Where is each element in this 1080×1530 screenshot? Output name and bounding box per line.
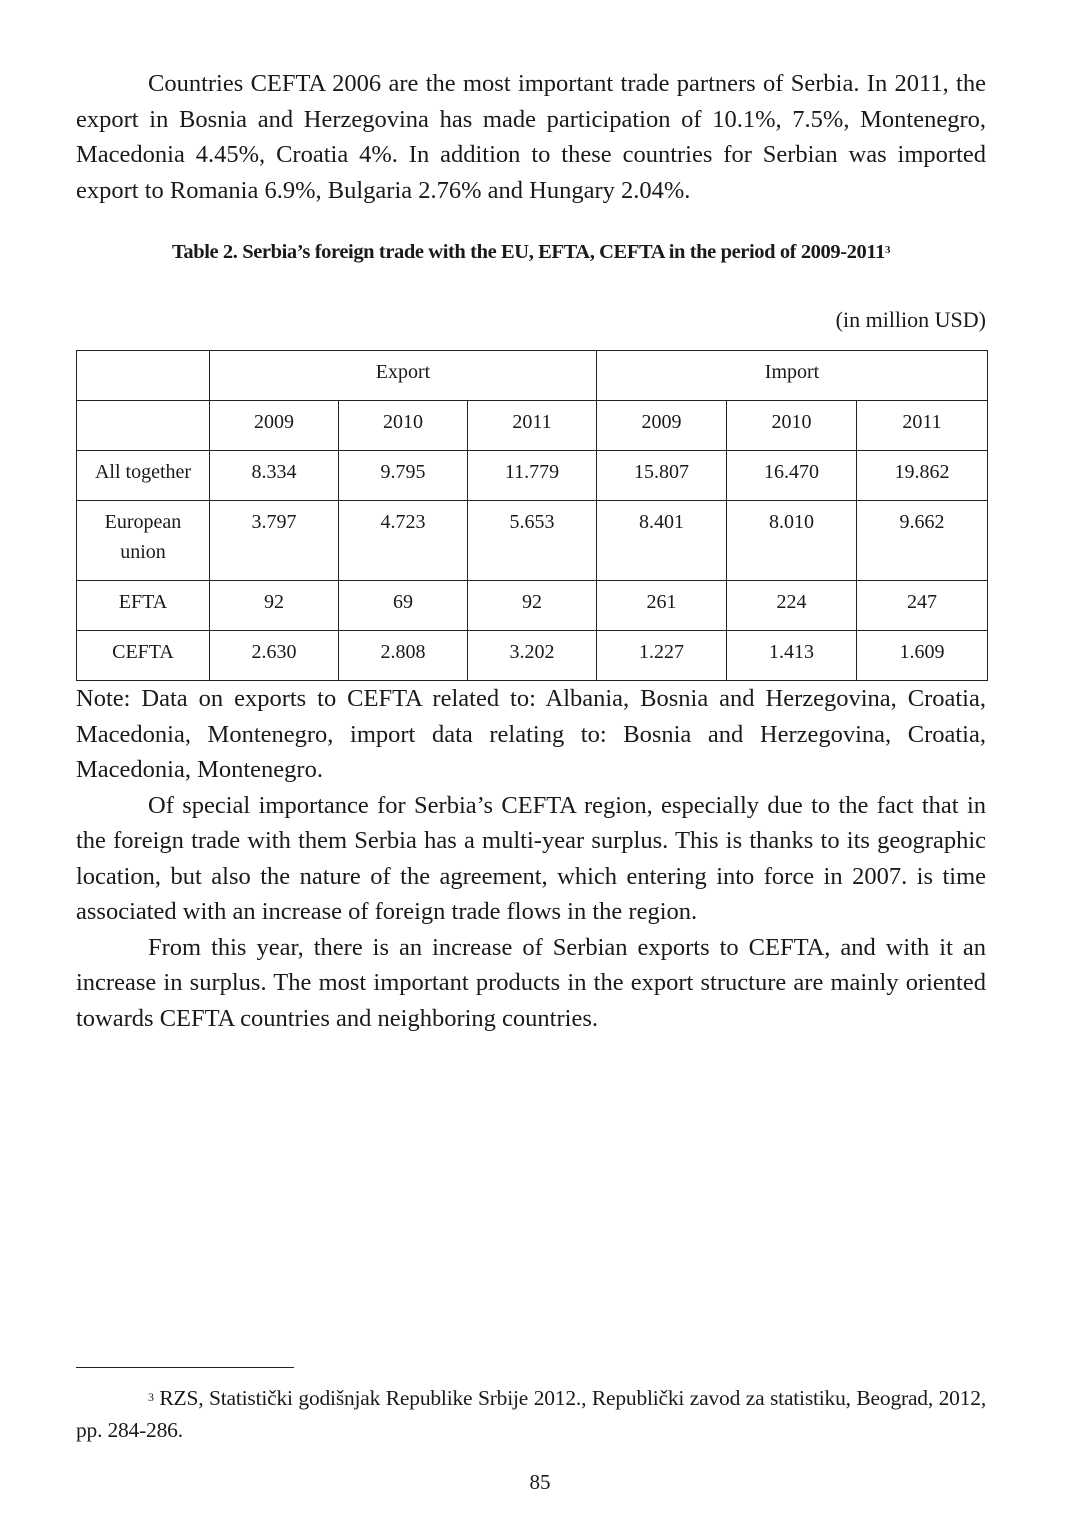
table-row xyxy=(77,631,988,681)
from-this-year-paragraph: From this year, there is an increase of Serbian exports to CEFTA, and with it an increase in surplus. The most important products in the export structure are mainly oriented towards CEFTA countries and neighboring countries. xyxy=(76,933,986,1032)
export-header: Export xyxy=(210,351,597,401)
year-header: 2010 xyxy=(339,401,468,451)
year-header: 2009 xyxy=(597,401,727,451)
table-cell: 69 xyxy=(339,581,468,631)
table-cell: 261 xyxy=(597,581,727,631)
table-cell: 16.470 xyxy=(727,451,857,501)
row-label: CEFTA xyxy=(77,631,210,681)
year-header: 2010 xyxy=(727,401,857,451)
table-row xyxy=(77,581,988,631)
table-title-text: Table 2. Serbia’s foreign trade with the EU, EFTA, CEFTA in the period of 2009-2011 xyxy=(171,241,885,263)
table-cell: 8.010 xyxy=(727,501,857,581)
table-cell: 19.862 xyxy=(857,451,988,501)
row-label: EFTA xyxy=(77,581,210,631)
table-cell: 5.653 xyxy=(468,501,597,581)
table-cell: 92 xyxy=(468,581,597,631)
table-cell: 9.662 xyxy=(857,501,988,581)
footnote-divider xyxy=(76,1367,294,1368)
import-header: Import xyxy=(597,351,988,401)
year-header: 2011 xyxy=(468,401,597,451)
footnote-line xyxy=(76,1382,986,1446)
table-cell: 1.413 xyxy=(727,631,857,681)
table-title xyxy=(76,238,986,266)
table-cell: 3.797 xyxy=(210,501,339,581)
year-header: 2011 xyxy=(857,401,988,451)
note-paragraph: Note: Data on exports to CEFTA related to: Albania, Bosnia and Herzegovina, Croatia, Macedonia, Montenegro, import data relating to: Bosnia and Herzegovina, Croatia, Macedonia, Montenegro. xyxy=(76,685,986,783)
table-cell: 224 xyxy=(727,581,857,631)
table-corner-cell xyxy=(77,351,210,401)
table-cell: 15.807 xyxy=(597,451,727,501)
special-importance-paragraph: Of special importance for Serbia’s CEFTA region, especially due to the fact that in the foreign trade with them Serbia has a multi-year surplus. This is thanks to its geographic location, but also the nature of the agreement, which entering into force in 2007. is time associated with an increase of foreign trade flows in the region. xyxy=(76,791,986,925)
trade-table xyxy=(76,350,988,681)
table-row xyxy=(77,501,988,581)
row-label: All together xyxy=(77,451,210,501)
table-title-footnote-mark: 3 xyxy=(884,244,891,256)
table-corner-cell xyxy=(77,401,210,451)
table-cell: 9.795 xyxy=(339,451,468,501)
footnote-mark: 3 xyxy=(148,1390,154,1404)
page-body xyxy=(76,66,986,1036)
table-cell: 1.227 xyxy=(597,631,727,681)
intro-paragraph: Countries CEFTA 2006 are the most important trade partners of Serbia. In 2011, the export in Bosnia and Herzegovina has made participation of 10.1%, 7.5%, Montenegro, Macedonia 4.45%, Croatia 4%. In addition to these countries for Serbian was imported export to Romania 6.9%, Bulgaria 2.76% and Hungary 2.04%. xyxy=(76,70,986,204)
table-cell: 1.609 xyxy=(857,631,988,681)
footnote-text: RZS, Statistički godišnjak Republike Srbije 2012., Republički zavod za statistiku, Beograd, 2012, pp. 284-286. xyxy=(76,1386,986,1442)
row-label: European union xyxy=(77,501,210,581)
table-unit-note: (in million USD) xyxy=(835,307,986,332)
table-cell: 8.334 xyxy=(210,451,339,501)
table-cell: 4.723 xyxy=(339,501,468,581)
footnote xyxy=(76,1382,986,1446)
year-header: 2009 xyxy=(210,401,339,451)
table-cell: 3.202 xyxy=(468,631,597,681)
table-row xyxy=(77,451,988,501)
table-cell: 8.401 xyxy=(597,501,727,581)
table-cell: 2.630 xyxy=(210,631,339,681)
table-header-row-years xyxy=(77,401,988,451)
table-header-row-groups xyxy=(77,351,988,401)
table-cell: 2.808 xyxy=(339,631,468,681)
table-cell: 11.779 xyxy=(468,451,597,501)
page-number: 85 xyxy=(529,1470,551,1494)
table-cell: 92 xyxy=(210,581,339,631)
table-cell: 247 xyxy=(857,581,988,631)
